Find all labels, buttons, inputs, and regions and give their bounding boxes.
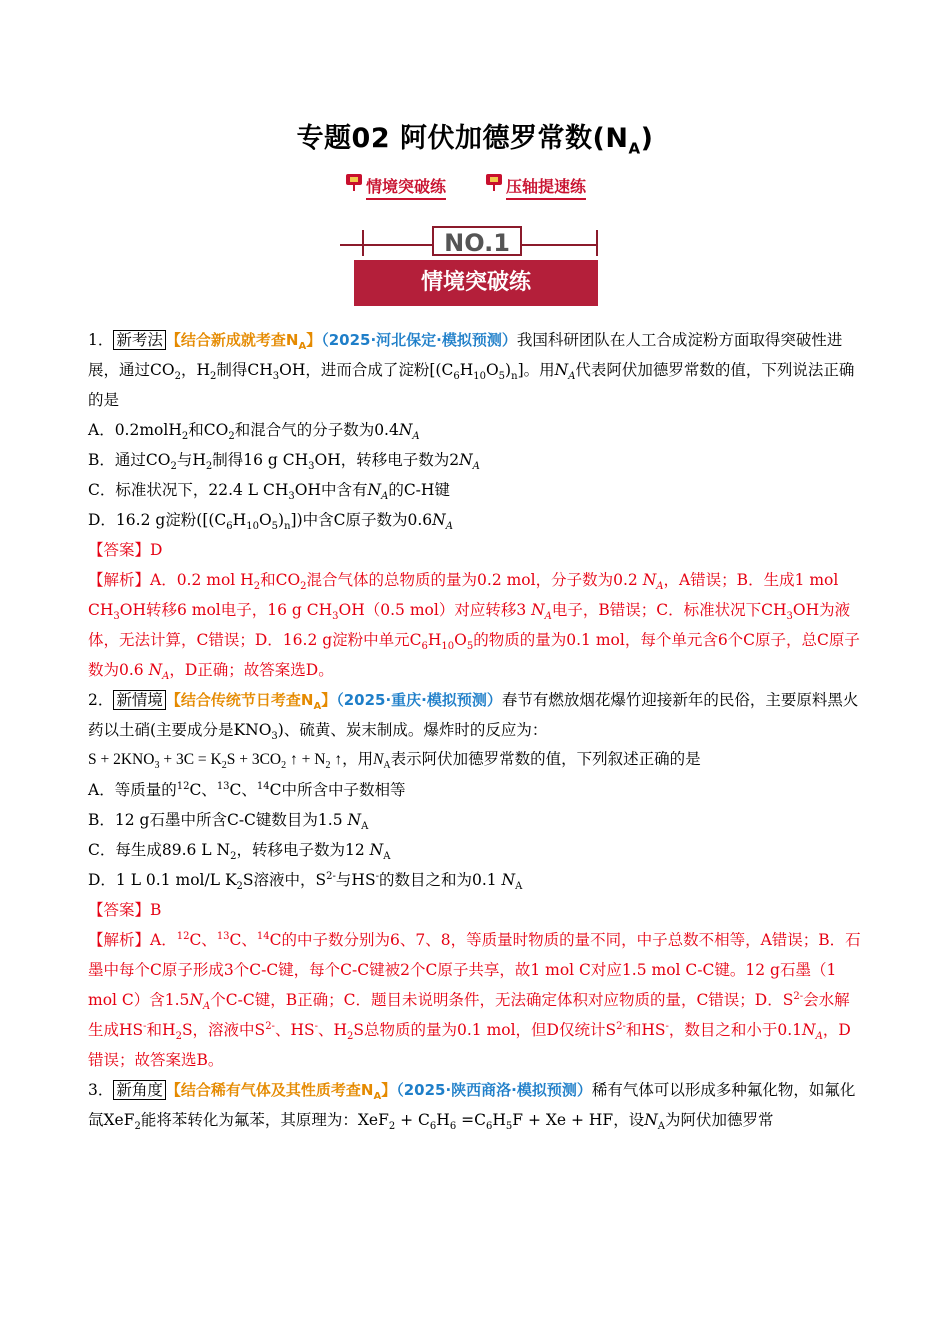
question-2-stem: 2． 新情境 【结合传统节日考查$N_A$】（2025·重庆·模拟预测）春节有燃放烟花爆竹迎接新年的民俗，主要原料黑火药以土硝(主要成分是$KNO_3$)、硫黄、炭末制成。爆炸时的反应为： [88,691,859,743]
question-2-equation: $S + 2KNO_3 + 3C = K_2S + 3CO_2$ ↑ + $N_2$ ↑，用$N_A$表示阿伏加德罗常数的值，下列叙述正确的是 [88,751,701,772]
banner-tick-right [596,230,598,256]
question-1-option-c: C．标准状况下，22.4 L $CH_3OH$中含有$N_A$的C-H键 [88,481,450,503]
question-2-option-a: A．等质量的$^{12}$C、$^{13}$C、$^{14}$C中所含中子数相等 [88,780,406,799]
flag-icon [344,172,364,192]
banner-line-right [522,244,598,246]
question-1-option-a: A．0.2molH$_2$和$CO_2$和混合气的分子数为$0.4N_A$ [88,421,420,443]
question-tag: 新角度 [113,1080,166,1100]
banner-line-left [340,244,432,246]
question-1-analysis: 【解析】A．0.2 mol $H_2$和$CO_2$混合气体的总物质的量为0.2 mol，分子数为0.2 $N_A$，A错误；B．生成1 mol $CH_3OH$转移6 mol电子，16 g $CH_3OH(0.5$ mol）对应转移3 $N_A$电子，B错误；C．标准状况下$CH_3OH$为液体，无法计算，C错误；D．16.2 g淀粉中单元$C_6H_{10}O_5$的物质的量为0.1 mol，每个单元含6个C原子，总C原子数为0.6 $N_A$，D正确；故答案选D。 [88,571,860,683]
question-2-analysis: 【解析】A．$^{12}$C、$^{13}$C、$^{14}$C的中子数分别为6、7、8，等质量时物质的量不同，中子总数不相等，A错误；B．石墨中每个C原子形成3个C-C键，每个C-C键被2个C原子共享，故1 mol C对应1.5 mol C-C键。12 g石墨（1 mol C）含$1.5N_A$个C-C键，B正确；C．题目未说明条件，无法确定体积对应物质的量，C错误；D．$S^{2-}$会水解生成HS-和$H_2S$，溶液中$S^{2-}$、HS-、$H_2S$总物质的量为0.1 mol，但D仅统计$S^{2-}$和HS-，数目之和小于$0.1N_A$，D错误；故答案选B。 [88,930,861,1069]
question-tag: 新情境 [113,690,166,710]
banner-tick-left [362,230,364,256]
question-3-stem: 3． 新角度 【结合稀有气体及其性质考查$N_A$】（2025·陕西商洛·模拟预测）稀有气体可以形成多种氟化物，如氟化氙XeF$_2$能将苯转化为氟苯，其原理为：$XeF_2 + C_6H_6 =C_6H_5F + Xe$ + HF，设$N_A$为阿伏加德罗常 [88,1081,856,1133]
banner-label: 情境突破练 [354,260,598,306]
section-links: 情境突破练 压轴提速练 [344,171,614,201]
banner-number: NO.1 [432,226,522,256]
question-tag: 新考法 [113,330,166,350]
question-1-stem: 1． 新考法 【结合新成就考查$N_A$】（2025·河北保定·模拟预测）我国科研团队在人工合成淀粉方面取得突破性进展，通过$CO_2$，$H_2$制得$CH_3OH$，进而合成了淀粉$[(C_6H_{10}O_5)_n]$。用$N_A$代表阿伏加德罗常数的值，下列说法正确的是 [88,331,855,409]
section-banner [340,226,610,312]
question-2-option-d: D．1 L 0.1 mol/L $K_2S$溶液中，$S^{2-}$与HS-的数目之和为0.1 $N_A$ [88,870,523,893]
content [88,325,864,1135]
question-1-option-d: D．16.2 g淀粉$([(C_6H_{10}O_5)_n])$中含C原子数为$0.6N_A$ [88,511,453,533]
question-1-answer: 【答案】D [88,541,163,559]
page-title: 专题02 阿伏加德罗常数$(N_A)$ [296,123,654,158]
flag-icon [484,172,504,192]
question-2-answer: 【答案】B [88,901,162,919]
question-2-option-c: C．每生成89.6 L $N_2$，转移电子数为12 $N_A$ [88,841,391,863]
question-2-option-b: B．12 g石墨中所含C-C键数目为1.5 $N_A$ [88,811,369,833]
question-1-option-b: B．通过$CO_2$与$H_2$制得16 g $CH_3OH$，转移电子数为$2N_A$ [88,451,480,473]
